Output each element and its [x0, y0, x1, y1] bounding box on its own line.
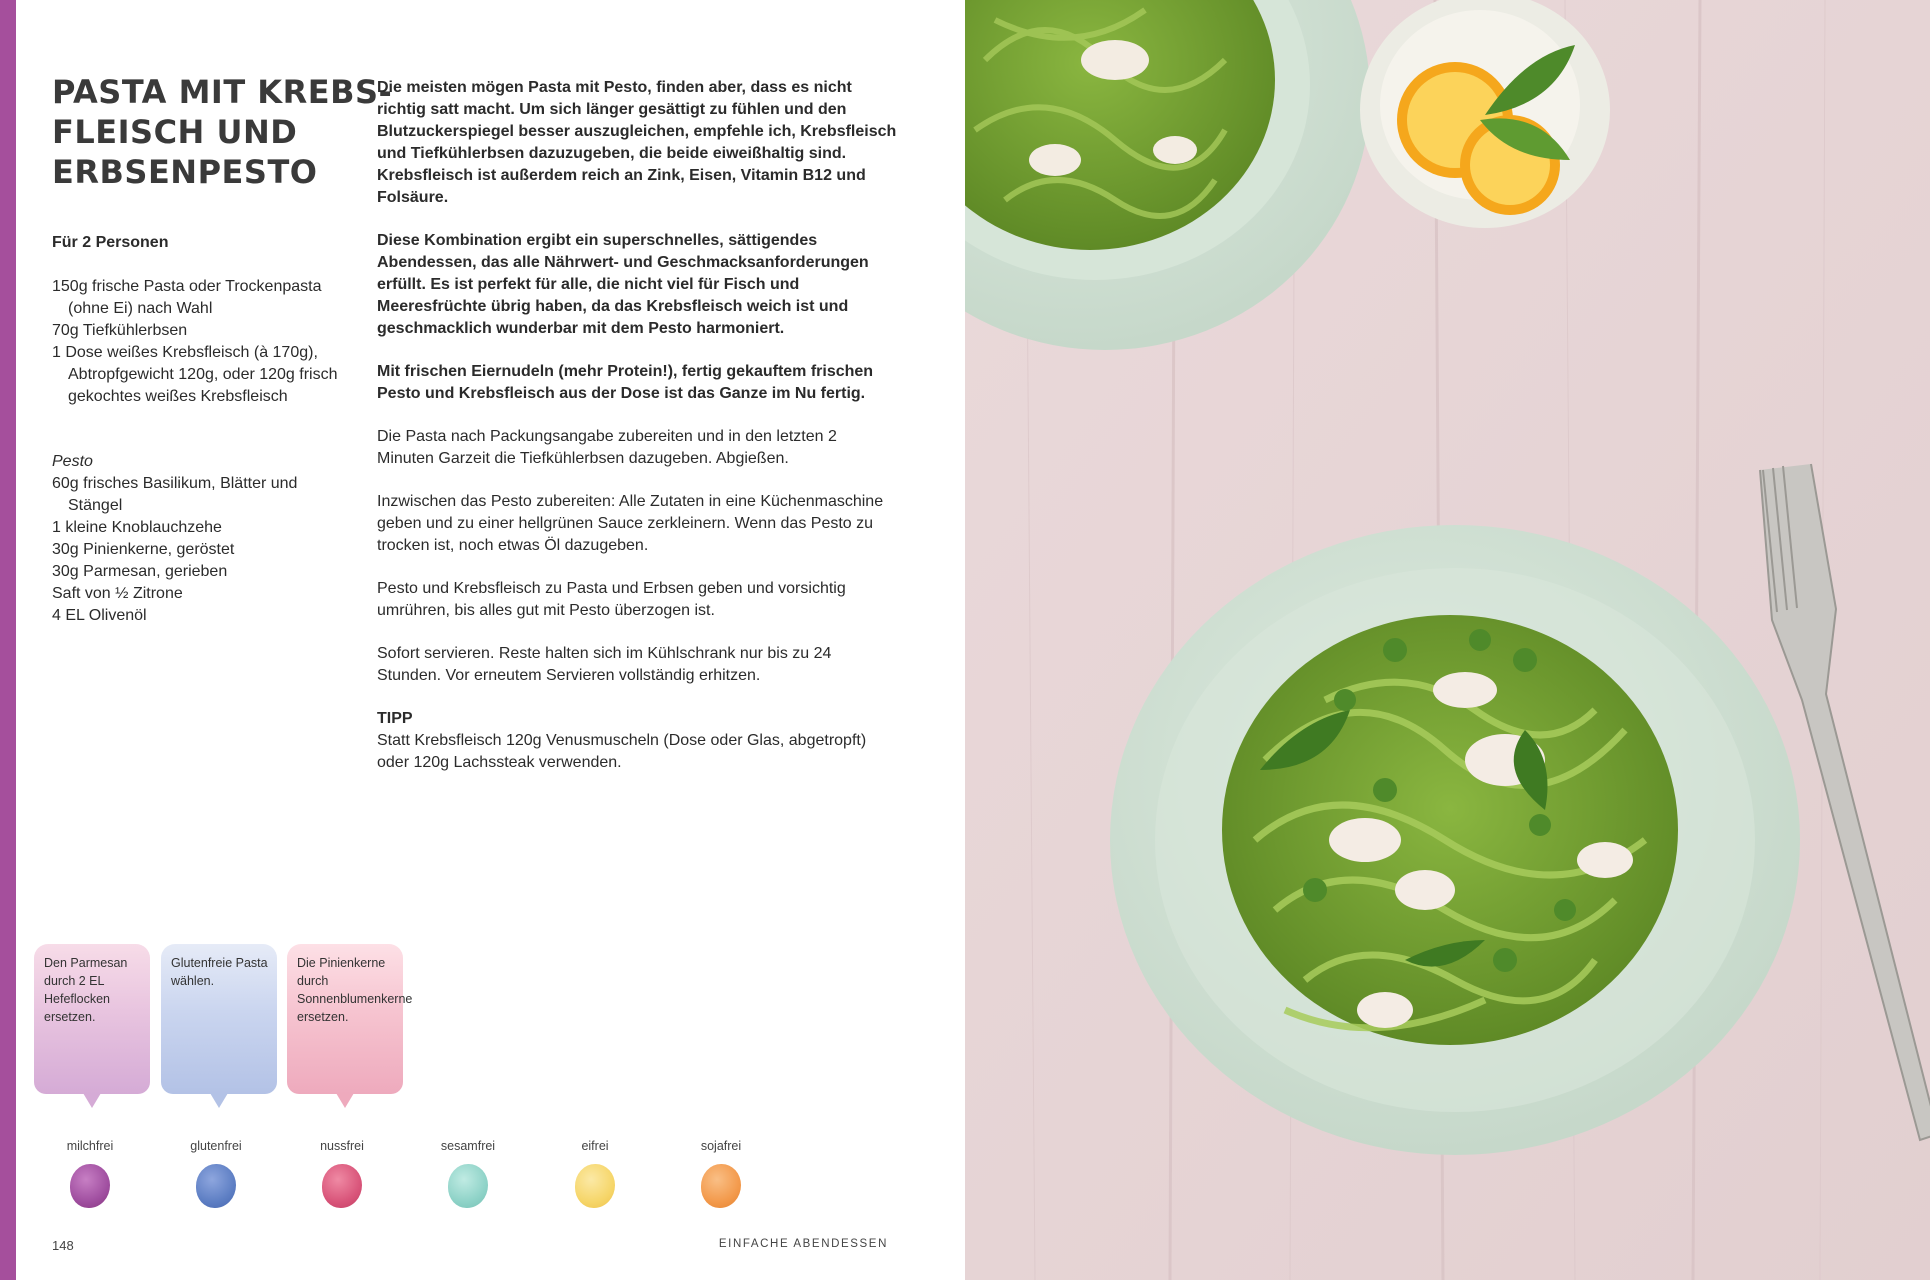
free-from-nuts [292, 1138, 392, 1208]
free-from-label: glutenfrei [190, 1139, 242, 1153]
lemon-bowl [1360, 0, 1610, 228]
recipe-body [377, 77, 897, 795]
pesto-ingredient-list [52, 473, 352, 627]
bubble-tail [83, 1093, 101, 1108]
ingredient-item: 30g Parmesan, gerieben [52, 563, 228, 580]
ingredient-list [52, 276, 352, 408]
ingredient-item: 1 Dose weißes Krebsfleisch (à 170g), Abtropfgewicht 120g, oder 120g frisch gekochtes weißes Krebsfleisch [52, 344, 338, 405]
recipe-photo [965, 0, 1930, 1280]
egg-free-dot-icon [575, 1164, 615, 1208]
recipe-title-line: FLEISCH UND [52, 113, 298, 151]
main-plate [1110, 525, 1800, 1155]
method-step: Die Pasta nach Packungsangabe zubereiten und in den letzten 2 Minuten Garzeit die Tiefkühlerbsen dazugeben. Abgießen. [377, 428, 837, 467]
recipe-title-line: ERBSENPESTO [52, 153, 318, 191]
tip-heading: TIPP [377, 710, 413, 727]
ingredient-item: 150g frische Pasta oder Trockenpasta (ohne Ei) nach Wahl [52, 278, 322, 317]
gluten-free-dot-icon [196, 1164, 236, 1208]
free-from-label: sesamfrei [440, 1139, 496, 1153]
free-from-egg [545, 1138, 645, 1208]
ingredient-item: 70g Tiefkühlerbsen [52, 322, 188, 339]
free-from-gluten [166, 1138, 266, 1208]
method-step: Pesto und Krebsfleisch zu Pasta und Erbsen geben und vorsichtig umrühren, bis alles gut mit Pesto überzogen ist. [377, 580, 846, 619]
ingredient-item: 60g frisches Basilikum, Blätter und Stängel [52, 475, 298, 514]
free-from-soy [671, 1138, 771, 1208]
method-step: Inzwischen das Pesto zubereiten: Alle Zutaten in eine Küchenmaschine geben und zu einer hellgrünen Sauce zerkleinern. Wenn das Pesto zu trocken ist, noch etwas Öl dazugeben. [377, 493, 884, 554]
ingredient-item: 1 kleine Knoblauchzehe [52, 519, 222, 536]
page-number: 148 [52, 1238, 74, 1253]
ingredient-item: Saft von ½ Zitrone [52, 585, 183, 602]
free-from-label: nussfrei [320, 1139, 364, 1153]
ingredient-item: 30g Pinienkerne, geröstet [52, 541, 235, 558]
bubble-tail [210, 1093, 228, 1108]
substitution-bubble-gluten [161, 944, 277, 1094]
soy-free-dot-icon [701, 1164, 741, 1208]
intro-paragraph: Mit frischen Eiernudeln (mehr Protein!), fertig gekauftem frischen Pesto und Krebsfleisch aus der Dose ist das Ganze im Nu fertig. [377, 363, 874, 402]
page-edge-strip [0, 0, 16, 1280]
free-from-sesame [418, 1138, 518, 1208]
nut-free-dot-icon [322, 1164, 362, 1208]
pesto-heading: Pesto [52, 453, 93, 470]
intro-paragraph: Die meisten mögen Pasta mit Pesto, finden aber, dass es nicht richtig satt macht. Um sich länger gesättigt zu fühlen und den Blutzuckerspiegel besser auszugleichen, empfehle ich, Krebsfleisch und Tiefkühlerbsen dazuzugeben, die beide eiweißhaltig sind. Krebsfleisch ist außerdem reich an Zink, Eisen, Vitamin B12 und Folsäure. [377, 79, 897, 206]
recipe-title-line: PASTA MIT KREBS- [52, 73, 393, 111]
free-from-milk [40, 1138, 140, 1208]
servings: Für 2 Personen [52, 234, 169, 251]
substitution-bubble-dairy [34, 944, 150, 1094]
tip-text: Statt Krebsfleisch 120g Venusmuscheln (Dose oder Glas, abgetropft) oder 120g Lachssteak verwenden. [377, 732, 867, 771]
free-from-label: milchfrei [66, 1139, 114, 1153]
bubble-text: Den Parmesan durch 2 EL Hefeflocken ersetzen. [44, 956, 128, 1024]
sesame-free-dot-icon [448, 1164, 488, 1208]
method-step: Sofort servieren. Reste halten sich im Kühlschrank nur bis zu 24 Stunden. Vor erneutem Servieren vollständig erhitzen. [377, 645, 832, 684]
bubble-text: Glutenfreie Pasta wählen. [171, 956, 268, 988]
bubble-text: Die Pinienkerne durch Sonnenblumenkerne ersetzen. [297, 956, 413, 1024]
bubble-tail [336, 1093, 354, 1108]
free-from-label: eifrei [581, 1139, 609, 1153]
milk-free-dot-icon [70, 1164, 110, 1208]
substitution-bubble-nuts [287, 944, 413, 1094]
intro-paragraph: Diese Kombination ergibt ein superschnelles, sättigendes Abendessen, das alle Nährwert- und Geschmacksanforderungen erfüllt. Es ist perfekt für alle, die nicht viel für Fisch und Meeresfrüchte übrig haben, da das Krebsfleisch weich ist und geschmacklich wunderbar mit dem Pesto harmoniert. [377, 232, 869, 337]
recipe-title [52, 72, 393, 192]
free-from-label: sojafrei [700, 1139, 742, 1153]
section-name: EINFACHE ABENDESSEN [718, 1238, 888, 1250]
pasta-photo-illustration [965, 0, 1930, 1280]
ingredient-item: 4 EL Olivenöl [52, 607, 147, 624]
